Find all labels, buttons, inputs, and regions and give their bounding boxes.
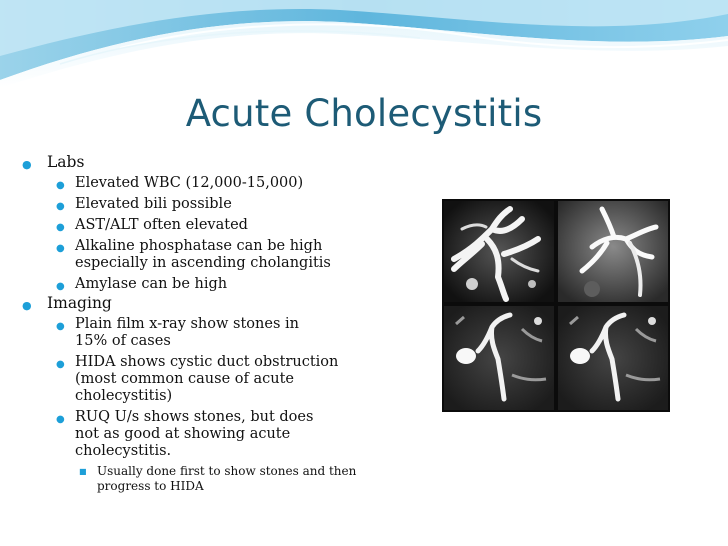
list-item-text: Plain film x-ray show stones in 15% of cases	[75, 316, 299, 349]
list-item	[20, 175, 440, 192]
bullet-list	[20, 152, 440, 494]
list-item-text: RUQ U/s shows stones, but does not as good at showing acute cholecystitis.	[75, 409, 314, 459]
round-bullet-icon: ●	[56, 321, 65, 332]
list-item-sub	[20, 464, 362, 494]
round-bullet-icon: ●	[56, 201, 65, 212]
mrcp-panel-top-right	[558, 201, 668, 302]
list-item-labs	[20, 154, 440, 171]
list-item	[20, 217, 440, 234]
round-bullet-icon: ●	[22, 158, 32, 171]
list-item	[20, 316, 325, 350]
mrcp-panel-bottom-right	[558, 306, 668, 410]
mrcp-panel-bottom-left	[444, 306, 554, 410]
list-item-text: Alkaline phosphatase can be high especially in ascending cholangitis	[75, 238, 331, 271]
section-label: Imaging	[47, 294, 112, 312]
round-bullet-icon: ●	[56, 222, 65, 233]
list-item-imaging	[20, 295, 440, 312]
round-bullet-icon: ●	[56, 281, 65, 292]
slide-title: Acute Cholecystitis	[185, 92, 543, 135]
section-label: Labs	[47, 153, 85, 171]
list-item-text: Amylase can be high	[75, 276, 228, 292]
header-wave-decoration	[0, 0, 728, 90]
list-item	[20, 409, 340, 460]
list-item	[20, 276, 440, 293]
list-item-text: Usually done first to show stones and then progress to HIDA	[97, 464, 357, 493]
list-item	[20, 354, 340, 405]
round-bullet-icon: ●	[22, 299, 32, 312]
list-item	[20, 238, 375, 272]
list-item-text: HIDA shows cystic duct obstruction (most common cause of acute cholecystitis)	[75, 354, 339, 404]
round-bullet-icon: ●	[56, 359, 65, 370]
list-item-text: AST/ALT often elevated	[75, 217, 248, 233]
list-item-text: Elevated WBC (12,000-15,000)	[75, 175, 304, 191]
list-item-text: Elevated bili possible	[75, 196, 232, 212]
round-bullet-icon: ●	[56, 414, 65, 425]
round-bullet-icon: ●	[56, 180, 65, 191]
round-bullet-icon: ■	[79, 467, 87, 476]
list-item	[20, 196, 440, 213]
mrcp-panel-top-left	[444, 201, 554, 302]
mrcp-image-panels	[442, 199, 670, 412]
round-bullet-icon: ●	[56, 243, 65, 254]
mrcp-image-grid	[442, 199, 670, 412]
